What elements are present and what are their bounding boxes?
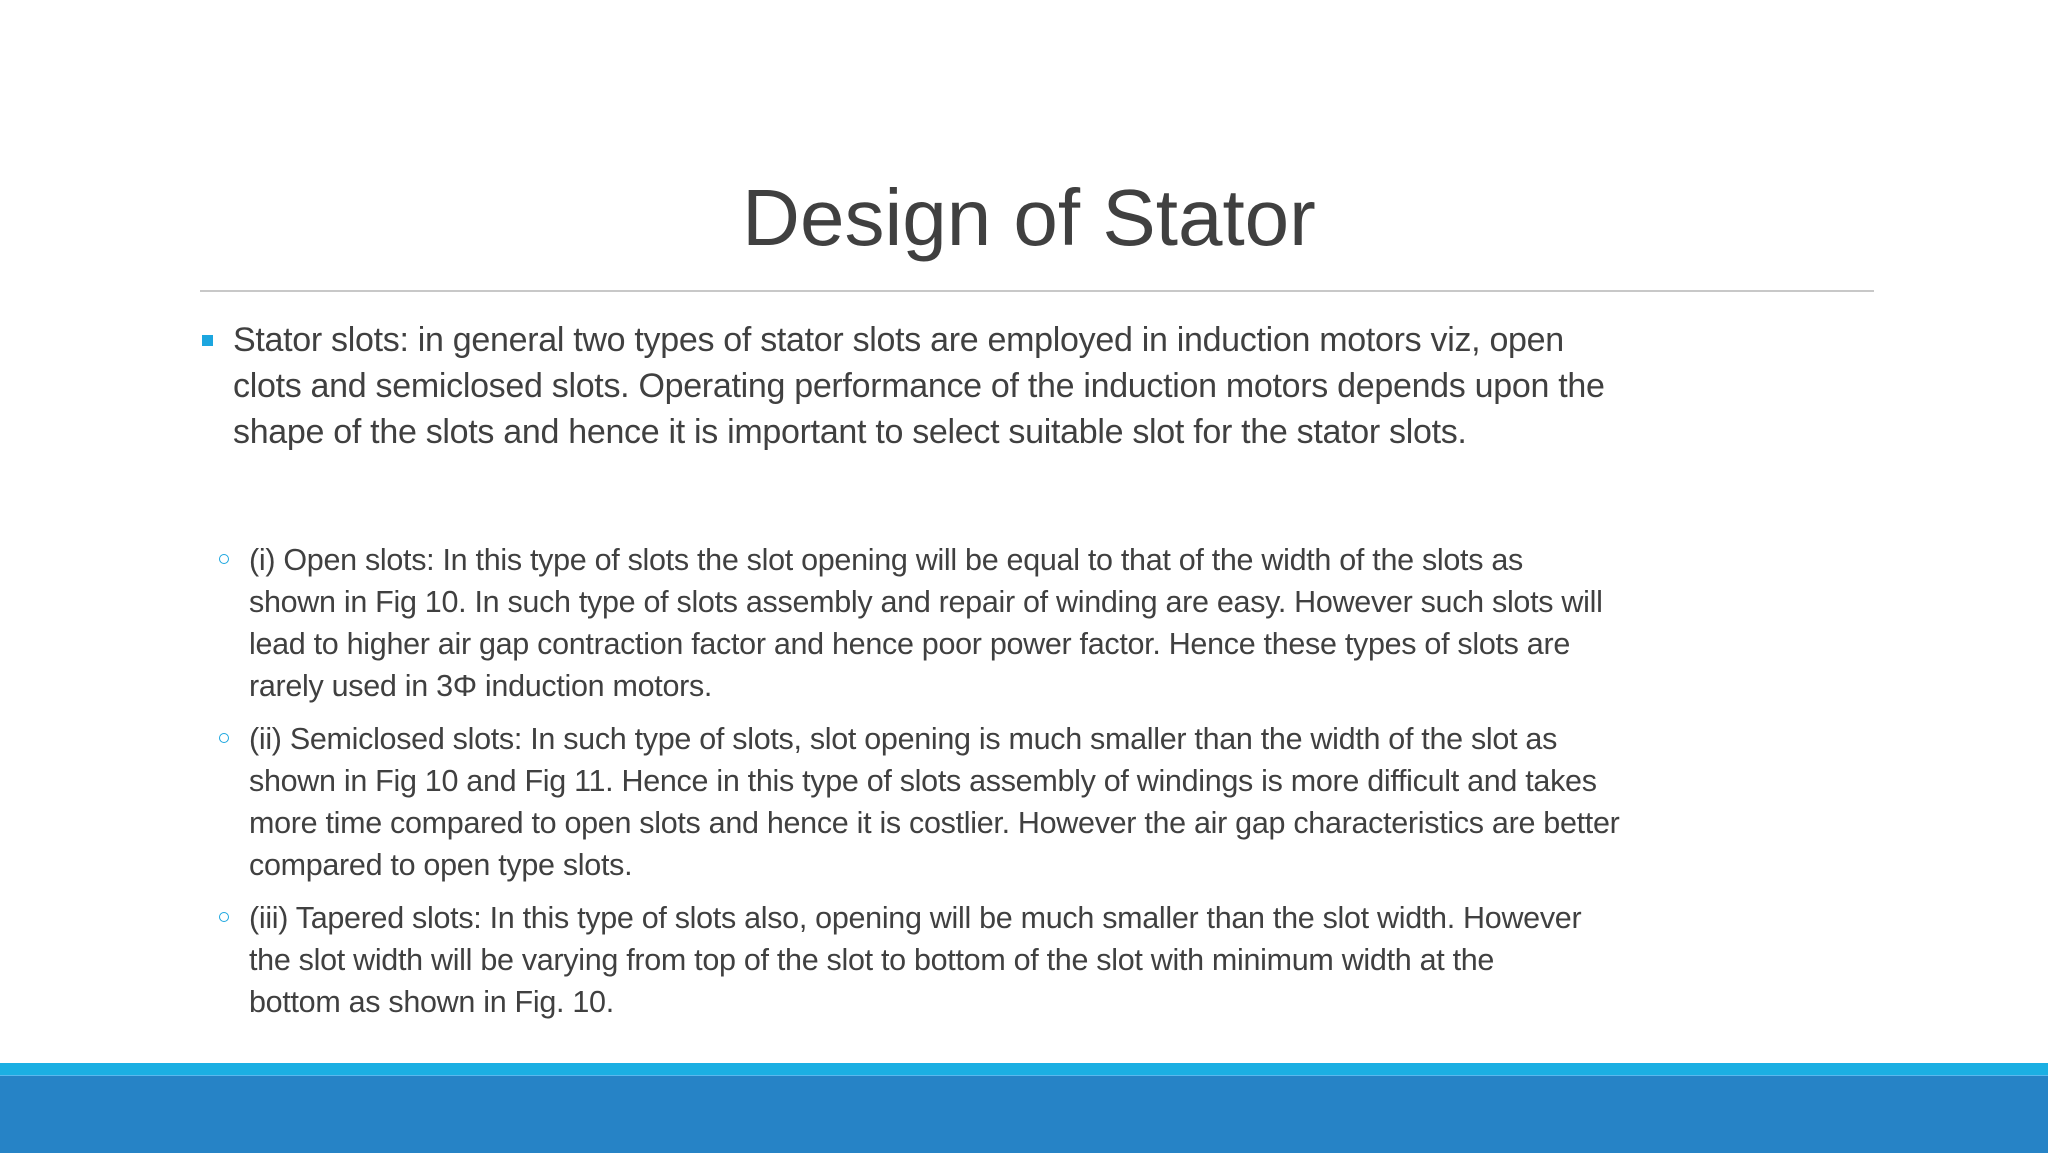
footer-band <box>0 1075 2048 1153</box>
bullet-line: shown in Fig 10. In such type of slots assembly and repair of winding are easy. However such slots will <box>249 585 1603 619</box>
bullet-line: the slot width will be varying from top of the slot to bottom of the slot with minimum width at the <box>249 943 1495 977</box>
bullet-line: (ii) Semiclosed slots: In such type of slots, slot opening is much smaller than the width of the slot as <box>249 722 1558 756</box>
bullet-line: shown in Fig 10 and Fig 11. Hence in this type of slots assembly of windings is more difficult and takes <box>249 764 1597 798</box>
bullet-line: more time compared to open slots and hence it is costlier. However the air gap characteristics are better <box>249 806 1620 840</box>
bullet-line: clots and semiclosed slots. Operating performance of the induction motors depends upon the <box>233 367 1605 405</box>
footer-accent-band <box>0 1063 2048 1075</box>
sub-bullet-semiclosed-slots <box>249 718 1619 886</box>
circle-bullet-icon <box>219 554 229 564</box>
sub-bullet-open-slots <box>249 539 1603 707</box>
bullet-line: shape of the slots and hence it is important to select suitable slot for the stator slots. <box>233 413 1467 451</box>
circle-bullet-icon <box>219 733 229 743</box>
slide-title: Design of Stator <box>742 173 1316 262</box>
bullet-line: Stator slots: in general two types of stator slots are employed in induction motors viz, open <box>233 321 1564 359</box>
sub-bullet-tapered-slots <box>249 897 1581 1023</box>
bullet-line: rarely used in 3Φ induction motors. <box>249 669 713 703</box>
bullet-line: (iii) Tapered slots: In this type of slots also, opening will be much smaller than the slot width. However <box>249 901 1582 935</box>
bullet-line: lead to higher air gap contraction factor and hence poor power factor. Hence these types of slots are <box>249 627 1570 661</box>
square-bullet-icon <box>202 335 213 346</box>
bullet-line: (i) Open slots: In this type of slots the slot opening will be equal to that of the width of the slots as <box>249 543 1523 577</box>
title-divider <box>200 290 1874 292</box>
bullet-line: bottom as shown in Fig. 10. <box>249 985 614 1019</box>
bullet-line: compared to open type slots. <box>249 848 633 882</box>
circle-bullet-icon <box>219 912 229 922</box>
main-bullet <box>233 317 1605 455</box>
